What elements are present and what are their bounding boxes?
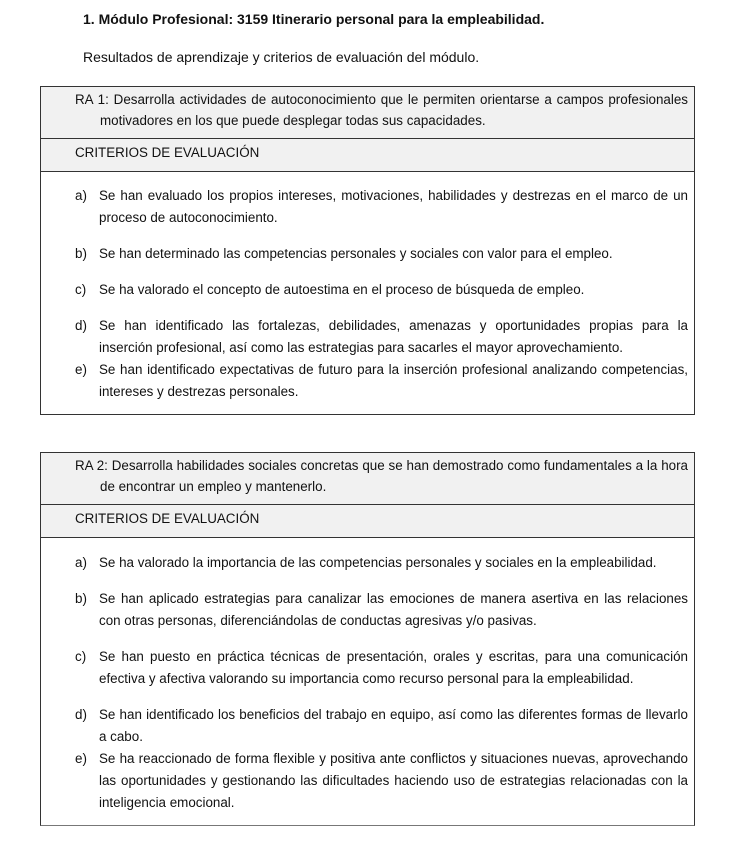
criterion-text: Se han puesto en práctica técnicas de presentación, orales y escritas, para una comunicación efectiva y afectiva valorando su importancia como recurso personal para la empleabilidad. [99,649,688,686]
criterion-item [75,279,688,301]
criterion-text: Se han evaluado los propios intereses, motivaciones, habilidades y destrezas en el marco de un proceso de autoconocimiento. [99,188,688,225]
criterion-item [75,704,688,748]
ra2-criteria-header: CRITERIOS DE EVALUACIÓN [41,505,694,538]
criterion-letter: e) [75,751,87,766]
criterion-text: Se han aplicado estrategias para canalizar las emociones de manera asertiva en las relaciones con otras personas, diferenciándolas de conductas agresivas y/o pasivas. [99,591,688,628]
criterion-letter: e) [75,362,87,377]
criterion-letter: a) [75,188,87,203]
criterion-letter: d) [75,707,87,722]
criterion-text: Se han identificado las fortalezas, debilidades, amenazas y oportunidades propias para la inserción profesional, así como las estrategias para sacarles el mayor aprovechamiento. [99,318,688,355]
ra2-criteria-list [41,552,694,814]
criterion-item [75,646,688,690]
ra1-header [41,86,694,139]
criterion-item [75,359,688,403]
criterion-letter: c) [75,282,87,297]
criterion-item [75,315,688,359]
module-title: 1. Módulo Profesional: 3159 Itinerario personal para la empleabilidad. [83,11,545,27]
criterion-item [75,243,688,265]
ra1-text: RA 1: Desarrolla actividades de autoconocimiento que le permiten orientarse a campos profesionales motivadores en los que puede desplegar todas sus capacidades. [75,92,688,128]
criterion-text: Se han determinado las competencias personales y sociales con valor para el empleo. [99,246,613,261]
criterion-letter: b) [75,246,87,261]
ra1-table [40,86,695,415]
criterion-item [75,552,688,574]
criterion-item [75,185,688,229]
ra1-criteria-list [41,185,694,403]
criterion-letter: b) [75,591,87,606]
intro-text: Resultados de aprendizaje y criterios de evaluación del módulo. [83,49,480,65]
criterion-letter: d) [75,318,87,333]
ra2-text: RA 2: Desarrolla habilidades sociales concretas que se han demostrado como fundamentales a la hora de encontrar un empleo y mantenerlo. [75,458,688,494]
criterion-letter: a) [75,555,87,570]
criterion-text: Se ha valorado la importancia de las competencias personales y sociales en la empleabilidad. [99,555,657,570]
criterion-letter: c) [75,649,87,664]
criterion-item [75,748,688,814]
criterion-text: Se ha valorado el concepto de autoestima en el proceso de búsqueda de empleo. [99,282,585,297]
ra2-header [41,452,694,505]
criterion-text: Se han identificado expectativas de futuro para la inserción profesional analizando competencias, intereses y destrezas personales. [99,362,688,399]
criterion-text: Se han identificado los beneficios del trabajo en equipo, así como las diferentes formas de llevarlo a cabo. [99,707,688,744]
ra2-table [40,452,695,826]
criterion-item [75,588,688,632]
criterion-text: Se ha reaccionado de forma flexible y positiva ante conflictos y situaciones nuevas, aprovechando las oportunidades y gestionando las dificultades haciendo uso de estrategias relacionadas con la inteligencia emocional. [99,751,688,810]
ra1-criteria-header: CRITERIOS DE EVALUACIÓN [41,139,694,172]
